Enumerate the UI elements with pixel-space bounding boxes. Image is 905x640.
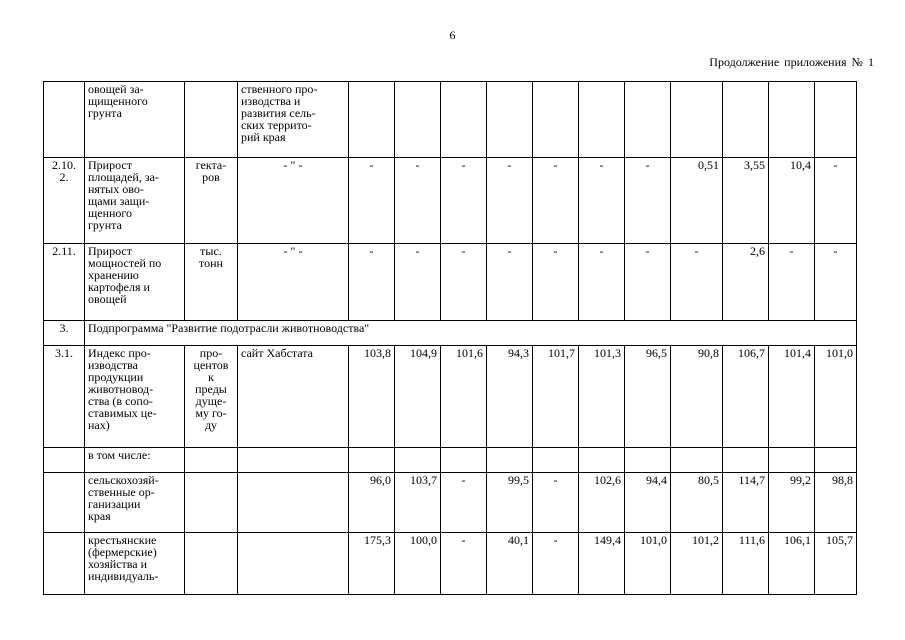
value-cell: - [625,158,671,244]
row-number [44,82,85,158]
value-cell: 105,7 [815,533,857,595]
row-number [44,448,85,473]
value-cell [625,82,671,158]
indicator-name: в том числе: [85,448,185,473]
indicator-name: крестьянские (фермерские) хозяйства и индивидуаль- [85,533,185,595]
value-cell [441,448,487,473]
source-cell [238,473,349,533]
value-cell: 101,7 [533,346,579,448]
value-cell: 98,8 [815,473,857,533]
value-cell: 80,5 [671,473,723,533]
indicator-name: Индекс про- изводства продукции животновод- ства (в сопо- ставимых це- нах) [85,346,185,448]
value-cell: 103,7 [395,473,441,533]
unit-cell [185,473,238,533]
table-row [44,244,857,321]
unit-cell: гекта- ров [185,158,238,244]
value-cell: - [349,244,395,321]
unit-cell [185,533,238,595]
page-number: 6 [449,28,456,42]
value-cell: - [487,244,533,321]
value-cell: - [815,244,857,321]
row-number: 2.10. 2. [44,158,85,244]
value-cell: - [625,244,671,321]
unit-cell [185,448,238,473]
value-cell: 175,3 [349,533,395,595]
value-cell: 99,5 [487,473,533,533]
unit-cell: тыс. тонн [185,244,238,321]
value-cell: - [441,533,487,595]
source-cell: сайт Хабстата [238,346,349,448]
indicator-name: Прирост мощностей по хранению картофеля и овощей [85,244,185,321]
value-cell [533,82,579,158]
value-cell [579,448,625,473]
table-row [44,82,857,158]
value-cell: 149,4 [579,533,625,595]
value-cell: - [441,158,487,244]
table-row [44,448,857,473]
value-cell [395,82,441,158]
value-cell [815,82,857,158]
value-cell [395,448,441,473]
value-cell: 100,0 [395,533,441,595]
value-cell [671,448,723,473]
table-row [44,346,857,448]
indicator-name: Прирост площадей, за- нятых ово- щами защи- щенного грунта [85,158,185,244]
row-number [44,473,85,533]
source-cell [238,448,349,473]
value-cell: 2,6 [723,244,769,321]
value-cell: 101,4 [769,346,815,448]
value-cell: 111,6 [723,533,769,595]
value-cell: - [533,244,579,321]
value-cell [625,448,671,473]
row-number [44,533,85,595]
value-cell [487,82,533,158]
value-cell: - [671,244,723,321]
value-cell [533,448,579,473]
value-cell [769,82,815,158]
value-cell: 102,6 [579,473,625,533]
value-cell: 94,3 [487,346,533,448]
value-cell [769,448,815,473]
value-cell: - [815,158,857,244]
indicator-name: сельскохозяй- ственные ор- ганизации края [85,473,185,533]
value-cell: - [487,158,533,244]
value-cell: 3,55 [723,158,769,244]
value-cell: - [441,244,487,321]
value-cell [349,82,395,158]
value-cell: 96,0 [349,473,395,533]
subprogram-title: Подпрограмма "Развитие подотрасли животноводства" [85,321,857,346]
unit-cell [185,82,238,158]
source-cell: - " - [238,158,349,244]
value-cell [671,82,723,158]
value-cell: 40,1 [487,533,533,595]
value-cell [441,82,487,158]
continuation-label: Продолжение приложения № 1 [709,55,874,69]
value-cell: - [533,533,579,595]
table-row [44,533,857,595]
table-row [44,321,857,346]
source-cell [238,533,349,595]
value-cell: 101,3 [579,346,625,448]
value-cell [349,448,395,473]
value-cell: 114,7 [723,473,769,533]
value-cell: 106,1 [769,533,815,595]
value-cell: - [395,158,441,244]
table-row [44,158,857,244]
value-cell: 101,0 [625,533,671,595]
value-cell: 101,0 [815,346,857,448]
value-cell: 10,4 [769,158,815,244]
value-cell: - [349,158,395,244]
value-cell: - [441,473,487,533]
value-cell: 99,2 [769,473,815,533]
value-cell [723,82,769,158]
value-cell: 103,8 [349,346,395,448]
row-number: 2.11. [44,244,85,321]
value-cell: 101,6 [441,346,487,448]
value-cell [815,448,857,473]
value-cell: - [579,244,625,321]
source-cell: - " - [238,244,349,321]
indicator-table [43,81,857,595]
row-number: 3. [44,321,85,346]
value-cell: 106,7 [723,346,769,448]
value-cell [723,448,769,473]
value-cell: - [395,244,441,321]
value-cell: - [533,473,579,533]
value-cell: 96,5 [625,346,671,448]
indicator-name: овощей за- щищенного грунта [85,82,185,158]
row-number: 3.1. [44,346,85,448]
table-row [44,473,857,533]
value-cell: 0,51 [671,158,723,244]
value-cell: 90,8 [671,346,723,448]
value-cell: 94,4 [625,473,671,533]
value-cell: - [579,158,625,244]
value-cell: 104,9 [395,346,441,448]
value-cell: - [769,244,815,321]
unit-cell: про- центов к преды дуще- му го- ду [185,346,238,448]
value-cell [579,82,625,158]
value-cell: 101,2 [671,533,723,595]
value-cell [487,448,533,473]
source-cell: ственного про- изводства и развития сель- ских террито- рий края [238,82,349,158]
value-cell: - [533,158,579,244]
